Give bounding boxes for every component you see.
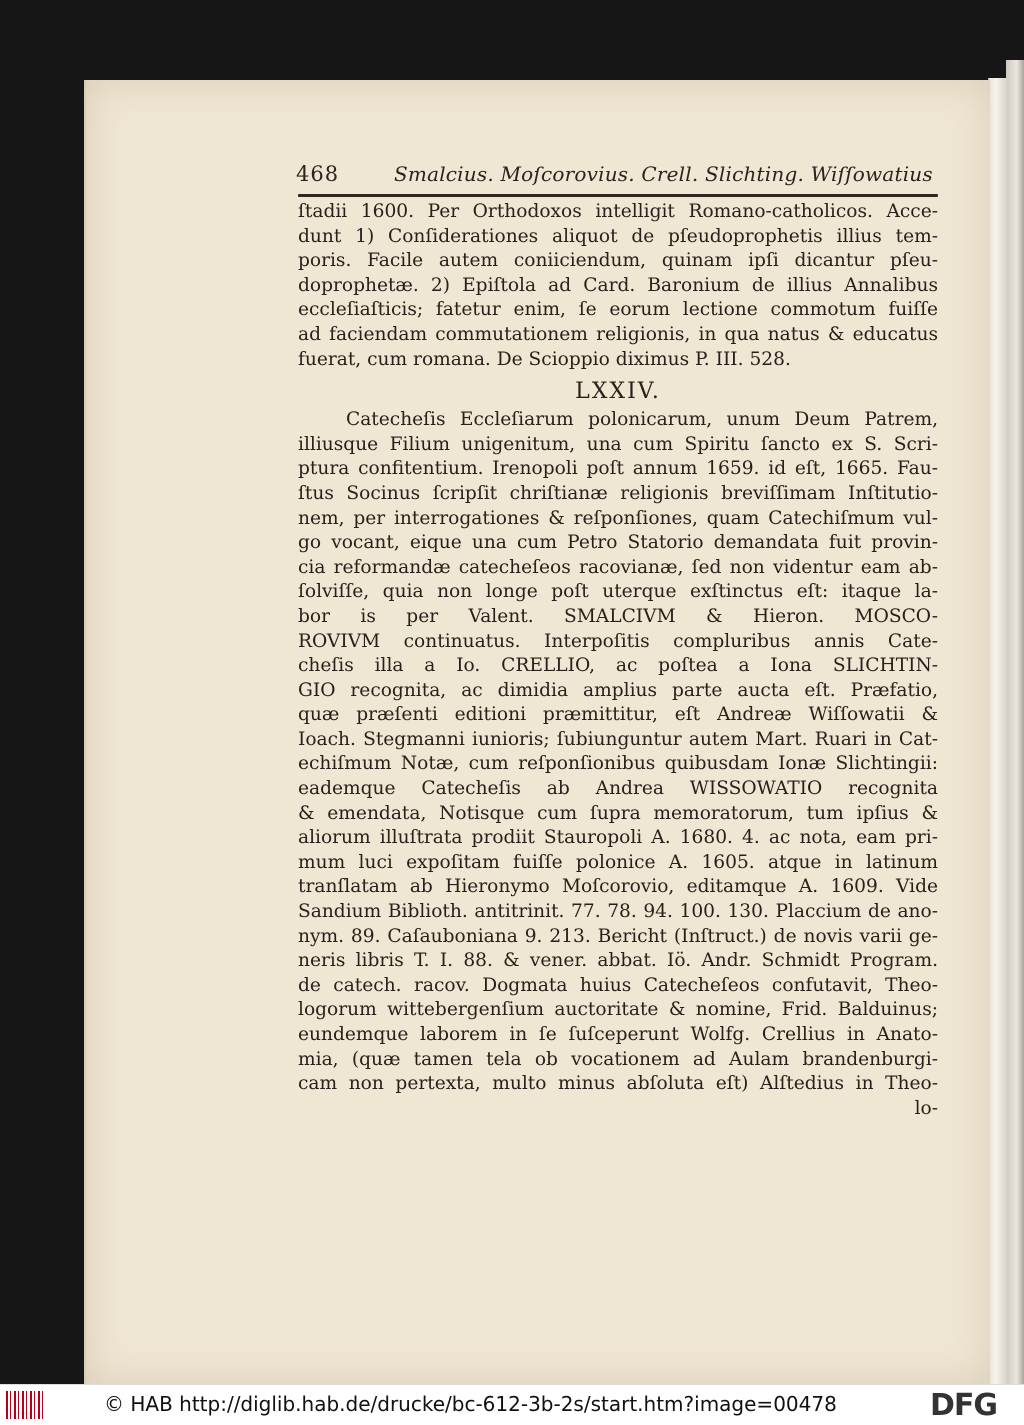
text-line: eademque Catecheſis ab Andrea WISSOWATIO recognita bbox=[298, 778, 938, 800]
text-line: poris. Facile autem coniiciendum, quinam ipſi dicantur pſeu- bbox=[298, 250, 938, 272]
page-edge bbox=[988, 78, 1007, 1384]
text-line: ad faciendam commutationem religionis, in qua natus & educatus bbox=[298, 323, 938, 345]
text-line: mum luci expoſitam fuiſſe polonice A. 1605. atque in latinum bbox=[298, 851, 938, 873]
text-line: cheſis illa a Io. CRELLIO, ac poſtea a Iona SLICHTIN- bbox=[298, 655, 938, 677]
text-line: tranſlatam ab Hieronymo Moſcorovio, editamque A. 1609. Vide bbox=[298, 876, 938, 898]
text-line: doprophetæ. 2) Epiſtola ad Card. Baronium de illius Annalibus bbox=[298, 274, 938, 296]
text-line: ſtadii 1600. Per Orthodoxos intelligit Romano-catholicos. Acce- bbox=[298, 201, 938, 222]
page-header bbox=[296, 160, 938, 194]
body-text bbox=[298, 200, 938, 1121]
footer-url[interactable]: © HAB http://diglib.hab.de/drucke/bc-612-3b-2s/start.htm?image=00478 bbox=[104, 1392, 837, 1416]
header-rule bbox=[298, 194, 938, 197]
text-line: Ioach. Stegmanni iunioris; ſubiunguntur autem Mart. Ruari in Cat- bbox=[298, 728, 938, 750]
section-heading: LXXIV. bbox=[575, 379, 661, 405]
text-line: echiſmum Notæ, cum reſponſionibus quibusdam Ionæ Slichtingii: bbox=[298, 753, 938, 775]
text-line: go vocant, eique una cum Petro Statorio demandata fuit provin- bbox=[298, 532, 938, 554]
text-line: dunt 1) Conſiderationes aliquot de pſeudoprophetis illius tem- bbox=[298, 225, 938, 247]
text-line: cam non pertexta, multo minus abſoluta eſt) Alſtedius in Theo- bbox=[298, 1073, 938, 1095]
page-number: 468 bbox=[296, 162, 340, 186]
text-line: quæ præſenti editioni præmittitur, eſt Andreæ Wiſſowatii & bbox=[298, 704, 938, 726]
running-head: Smalcius. Moſcorovius. Crell. Slichting. Wiſſowatius bbox=[394, 162, 933, 186]
text-line: logorum wittebergenſium auctoritate & nomine, Frid. Balduinus; bbox=[298, 999, 938, 1021]
text-line: Sandium Biblioth. antitrinit. 77. 78. 94. 100. 130. Placcium de ano- bbox=[298, 901, 938, 923]
text-line: neris libris T. I. 88. & vener. abbat. Iö. Andr. Schmidt Program. bbox=[298, 950, 938, 972]
text-line: ſolviſſe, quia non longe poſt uterque exſtinctus eſt: itaque la- bbox=[298, 581, 938, 603]
text-line: GIO recognita, ac dimidia amplius parte aucta eſt. Præfatio, bbox=[298, 679, 938, 701]
catchword: lo- bbox=[914, 1097, 938, 1119]
text-line: ROVIVM continuatus. Interpoſitis compluribus annis Cate- bbox=[298, 630, 938, 652]
text-line: bor is per Valent. SMALCIVM & Hieron. MOSCO- bbox=[298, 605, 938, 627]
text-line: illiusque Filium unigenitum, una cum Spiritu ſancto ex S. Scri- bbox=[298, 433, 938, 455]
text-line: Catecheſis Eccleſiarum polonicarum, unum Deum Patrem, bbox=[346, 409, 938, 431]
text-line: fuerat, cum romana. De Scioppio diximus P. III. 528. bbox=[298, 348, 791, 370]
barcode-icon bbox=[6, 1391, 46, 1419]
text-line: aliorum illuſtrata prodiit Stauropoli A. 1680. 4. ac nota, eam pri- bbox=[298, 827, 938, 849]
dfg-logo: DFG bbox=[930, 1388, 998, 1423]
text-line: nem, per interrogationes & reſponſiones, quam Catechiſmum vul- bbox=[298, 507, 938, 529]
text-line: eundemque laborem in ſe ſuſceperunt Wolfg. Crellius in Anato- bbox=[298, 1024, 938, 1045]
viewer-footer bbox=[0, 1384, 1024, 1425]
text-line: ſtus Socinus ſcripſit chriſtianæ religionis breviſſimam Inſtitutio- bbox=[298, 482, 938, 504]
text-line: cia reformandæ catecheſeos racovianæ, ſed non videntur eam ab- bbox=[298, 556, 938, 578]
text-line: eccleſiaſticis; fatetur enim, ſe eorum lectione commotum fuiſſe bbox=[298, 299, 938, 321]
text-line: nym. 89. Caſauboniana 9. 213. Bericht (Inſtruct.) de novis varii ge- bbox=[298, 925, 938, 947]
text-line: mia, (quæ tamen tela ob vocationem ad Aulam brandenburgi- bbox=[298, 1048, 938, 1070]
text-line: ptura confitentium. Irenopoli poſt annum 1659. id eſt, 1665. Fau- bbox=[298, 458, 938, 480]
text-line: de catech. racov. Dogmata huius Catecheſeos confutavit, Theo- bbox=[298, 974, 938, 996]
text-line: & emendata, Notisque cum ſupra memoratorum, tum ipſius & bbox=[298, 802, 938, 824]
book-edge bbox=[1006, 60, 1024, 1384]
